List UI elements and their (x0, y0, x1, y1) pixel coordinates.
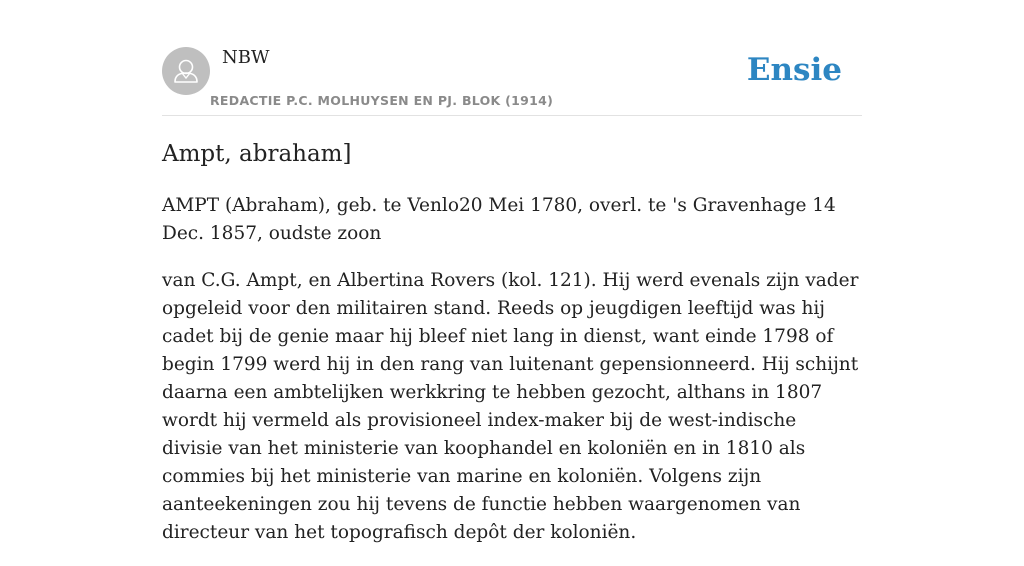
user-icon (162, 47, 210, 95)
author-name[interactable]: NBW (222, 47, 270, 68)
article-paragraph: van C.G. Ampt, en Albertina Rovers (kol. 121). Hij werd evenals zijn vader opgeleid voor den militairen stand. Reeds op jeugdigen leeftijd was hij cadet bij de genie maar hij bleef niet lang in dienst, want einde 1798 of begin 1799 werd hij in den rang van luitenant gepensionneerd. Hij schijnt daarna een ambtelijken werkkring te hebben gezocht, althans in 1807 wordt hij vermeld als provisioneel index-maker bij de west-indische divisie van het ministerie van koophandel en koloniën en in 1810 als commies bij het ministerie van marine en koloniën. Volgens zijn aanteekeningen zou hij tevens de functie hebben waargenomen van directeur van het topografisch depôt der koloniën. (162, 270, 859, 543)
source-label: REDACTIE P.C. MOLHUYSEN EN PJ. BLOK (1914) (210, 93, 554, 108)
avatar[interactable] (162, 47, 210, 95)
article-paragraph: AMPT (Abraham), geb. te Venlo20 Mei 1780, overl. te 's Gravenhage 14 Dec. 1857, oudste zoon (162, 195, 836, 244)
article-body (162, 192, 862, 566)
article-header (162, 47, 862, 116)
ensie-logo[interactable]: Ensie (746, 52, 842, 88)
article-title: Ampt, abraham] (162, 141, 352, 167)
